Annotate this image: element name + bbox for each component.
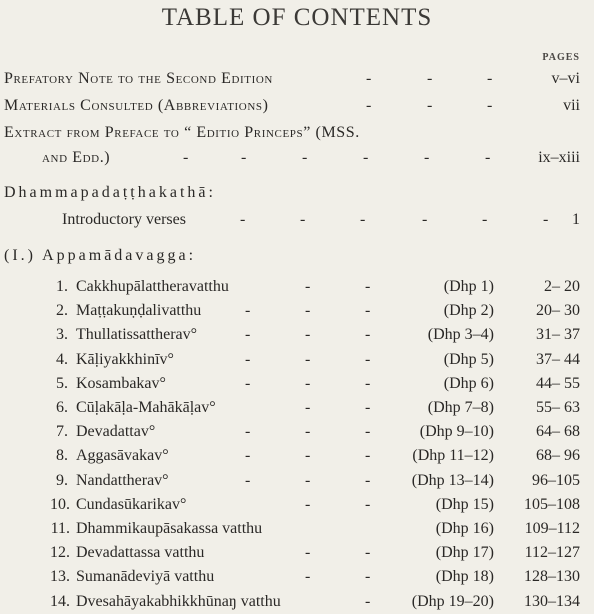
entry-title: Dhammikaupāsakassa vatthu bbox=[76, 520, 263, 537]
leader-dash: - bbox=[305, 374, 311, 392]
leader-dash: - bbox=[487, 97, 493, 114]
entry-verse-reference: (Dhp 17) bbox=[435, 544, 494, 562]
toc-line-extract-preface bbox=[0, 121, 594, 145]
leader-dash: - bbox=[485, 149, 491, 166]
toc-line-introductory-verses bbox=[0, 208, 594, 232]
toc-entry-row bbox=[0, 444, 594, 468]
entry-title: Prefatory Note to the Second Edition bbox=[4, 70, 273, 87]
entry-pages: ix–xiii bbox=[538, 149, 580, 166]
entry-title: Devadattav° bbox=[76, 423, 156, 441]
leader-dash: - bbox=[245, 302, 251, 320]
entry-number: 2. bbox=[56, 302, 68, 320]
entry-verse-reference: (Dhp 9–10) bbox=[419, 423, 494, 441]
page-title: TABLE OF CONTENTS bbox=[161, 4, 433, 31]
toc-line-materials-consulted bbox=[0, 94, 594, 118]
entry-title: Dvesahāyakabhikkhūnaŋ vatthu bbox=[76, 592, 281, 610]
entry-title: Kosambakav° bbox=[76, 374, 166, 392]
entry-pages: 68– 96 bbox=[536, 447, 580, 465]
toc-entry-row bbox=[0, 541, 594, 565]
toc-entry-row bbox=[0, 372, 594, 396]
leader-dash: - bbox=[365, 302, 371, 320]
leader-dash: - bbox=[241, 149, 247, 166]
toc-line-prefatory-note bbox=[0, 67, 594, 91]
entry-verse-reference: (Dhp 7–8) bbox=[427, 399, 494, 416]
entry-pages: vii bbox=[563, 97, 580, 114]
leader-dash: - bbox=[305, 350, 311, 368]
entry-verse-reference: (Dhp 16) bbox=[435, 520, 494, 537]
entry-pages: 112–127 bbox=[524, 544, 580, 562]
entry-number: 7. bbox=[56, 423, 68, 441]
entry-pages: 31– 37 bbox=[536, 326, 580, 344]
entry-number: 3. bbox=[56, 326, 68, 344]
leader-dash: - bbox=[365, 423, 371, 441]
entry-title: and Edd.) bbox=[42, 149, 111, 166]
leader-dash: - bbox=[305, 326, 311, 344]
entry-pages: 2– 20 bbox=[544, 278, 580, 295]
leader-dash: - bbox=[245, 471, 251, 489]
leader-dash: - bbox=[183, 149, 189, 166]
entry-number: 8. bbox=[56, 447, 68, 465]
leader-dash: - bbox=[305, 495, 311, 513]
entry-number: 1. bbox=[56, 278, 68, 295]
entry-title: Devadattassa vatthu bbox=[76, 544, 205, 562]
section-heading bbox=[0, 181, 594, 205]
toc-entry-row bbox=[0, 469, 594, 493]
toc-entry-row bbox=[0, 565, 594, 589]
leader-dash: - bbox=[365, 471, 371, 489]
entry-verse-reference: (Dhp 3–4) bbox=[427, 326, 494, 344]
leader-dash: - bbox=[365, 350, 371, 368]
entry-number: 5. bbox=[56, 374, 68, 392]
leader-dash: - bbox=[302, 149, 308, 166]
entry-pages: 128–130 bbox=[524, 568, 580, 586]
toc-entry-row bbox=[0, 348, 594, 372]
leader-dash: - bbox=[487, 70, 493, 87]
toc-entry-row bbox=[0, 590, 594, 614]
entry-title: Cakkhupālattheravatthu bbox=[76, 278, 229, 295]
leader-dash: - bbox=[422, 211, 428, 228]
entry-number: 12. bbox=[50, 544, 70, 562]
leader-dash: - bbox=[305, 447, 311, 465]
entry-number: 10. bbox=[50, 495, 70, 513]
leader-dash: - bbox=[427, 97, 433, 114]
entry-pages: 130–134 bbox=[524, 592, 580, 610]
entry-title: Sumanādeviyā vatthu bbox=[76, 568, 215, 586]
entry-number: 14. bbox=[50, 592, 70, 610]
entry-title: Aggasāvakav° bbox=[76, 447, 169, 465]
leader-dash: - bbox=[365, 278, 371, 295]
entry-number: 6. bbox=[56, 399, 68, 416]
entry-number: 13. bbox=[50, 568, 70, 586]
entry-number: 4. bbox=[56, 350, 68, 368]
entry-pages: 55– 63 bbox=[536, 399, 580, 416]
leader-dash: - bbox=[543, 211, 549, 228]
leader-dash: - bbox=[245, 374, 251, 392]
entry-title: Nandattherav° bbox=[76, 471, 169, 489]
entry-pages: 20– 30 bbox=[536, 302, 580, 320]
leader-dash: - bbox=[305, 423, 311, 441]
leader-dash: - bbox=[365, 374, 371, 392]
entry-number: 11. bbox=[50, 520, 70, 537]
leader-dash: - bbox=[365, 399, 371, 416]
entry-title: Extract from Preface to “ Editio Princeps” (MSS. bbox=[4, 124, 360, 141]
toc-entry-row bbox=[0, 396, 594, 420]
entry-title: Cūḷakāḷa-Mahākāḷav° bbox=[76, 399, 216, 416]
entry-verse-reference: (Dhp 2) bbox=[443, 302, 494, 320]
entry-verse-reference: (Dhp 6) bbox=[443, 374, 494, 392]
entry-verse-reference: (Dhp 11–12) bbox=[412, 447, 494, 465]
entry-verse-reference: (Dhp 13–14) bbox=[411, 471, 494, 489]
leader-dash: - bbox=[366, 97, 372, 114]
entry-pages: 44– 55 bbox=[536, 374, 580, 392]
leader-dash: - bbox=[365, 568, 371, 586]
entry-title: Introductory verses bbox=[62, 211, 186, 228]
leader-dash: - bbox=[365, 326, 371, 344]
entry-verse-reference: (Dhp 15) bbox=[435, 495, 494, 513]
leader-dash: - bbox=[245, 350, 251, 368]
entry-title: Kāḷiyakkhinīv° bbox=[76, 350, 174, 368]
entry-pages: 1 bbox=[572, 211, 580, 228]
entry-pages: 64– 68 bbox=[536, 423, 580, 441]
leader-dash: - bbox=[360, 211, 366, 228]
entry-verse-reference: (Dhp 19–20) bbox=[411, 592, 494, 610]
leader-dash: - bbox=[482, 211, 488, 228]
entry-pages: v–vi bbox=[551, 70, 580, 87]
toc-entry-row bbox=[0, 517, 594, 541]
chapter-heading-text: (I.) Appamādavagga: bbox=[4, 247, 197, 264]
toc-entry-row bbox=[0, 299, 594, 323]
leader-dash: - bbox=[305, 278, 311, 295]
leader-dash: - bbox=[363, 149, 369, 166]
entry-title: Thullatissattherav° bbox=[76, 326, 198, 344]
entry-pages: 105–108 bbox=[524, 495, 580, 513]
leader-dash: - bbox=[366, 70, 372, 87]
leader-dash: - bbox=[240, 211, 246, 228]
leader-dash: - bbox=[305, 399, 311, 416]
toc-entry-row bbox=[0, 420, 594, 444]
entry-title: Materials Consulted (Abbreviations) bbox=[4, 97, 269, 114]
leader-dash: - bbox=[427, 70, 433, 87]
pages-column-label: PAGES bbox=[542, 52, 580, 63]
toc-entry-row bbox=[0, 275, 594, 299]
leader-dash: - bbox=[365, 447, 371, 465]
leader-dash: - bbox=[365, 495, 371, 513]
section-heading-text: Dhammapadaṭṭhakathā: bbox=[4, 184, 216, 201]
toc-entry-row bbox=[0, 323, 594, 347]
leader-dash: - bbox=[365, 544, 371, 562]
entry-number: 9. bbox=[56, 471, 68, 489]
entry-title: Maṭṭakuṇḍalivatthu bbox=[76, 302, 202, 320]
entry-pages: 96–105 bbox=[532, 471, 580, 489]
entry-title: Cundasūkarikav° bbox=[76, 495, 187, 513]
leader-dash: - bbox=[245, 423, 251, 441]
chapter-heading bbox=[0, 244, 594, 268]
leader-dash: - bbox=[305, 544, 311, 562]
leader-dash: - bbox=[300, 211, 306, 228]
toc-entry-row bbox=[0, 493, 594, 517]
entry-verse-reference: (Dhp 5) bbox=[443, 350, 494, 368]
entry-verse-reference: (Dhp 1) bbox=[443, 278, 494, 295]
entry-verse-reference: (Dhp 18) bbox=[435, 568, 494, 586]
toc-line-extract-preface-cont bbox=[0, 146, 594, 170]
leader-dash: - bbox=[305, 302, 311, 320]
leader-dash: - bbox=[245, 326, 251, 344]
entry-pages: 37– 44 bbox=[536, 350, 580, 368]
leader-dash: - bbox=[365, 592, 371, 610]
leader-dash: - bbox=[305, 471, 311, 489]
leader-dash: - bbox=[305, 568, 311, 586]
leader-dash: - bbox=[245, 447, 251, 465]
leader-dash: - bbox=[424, 149, 430, 166]
entry-pages: 109–112 bbox=[524, 520, 580, 537]
